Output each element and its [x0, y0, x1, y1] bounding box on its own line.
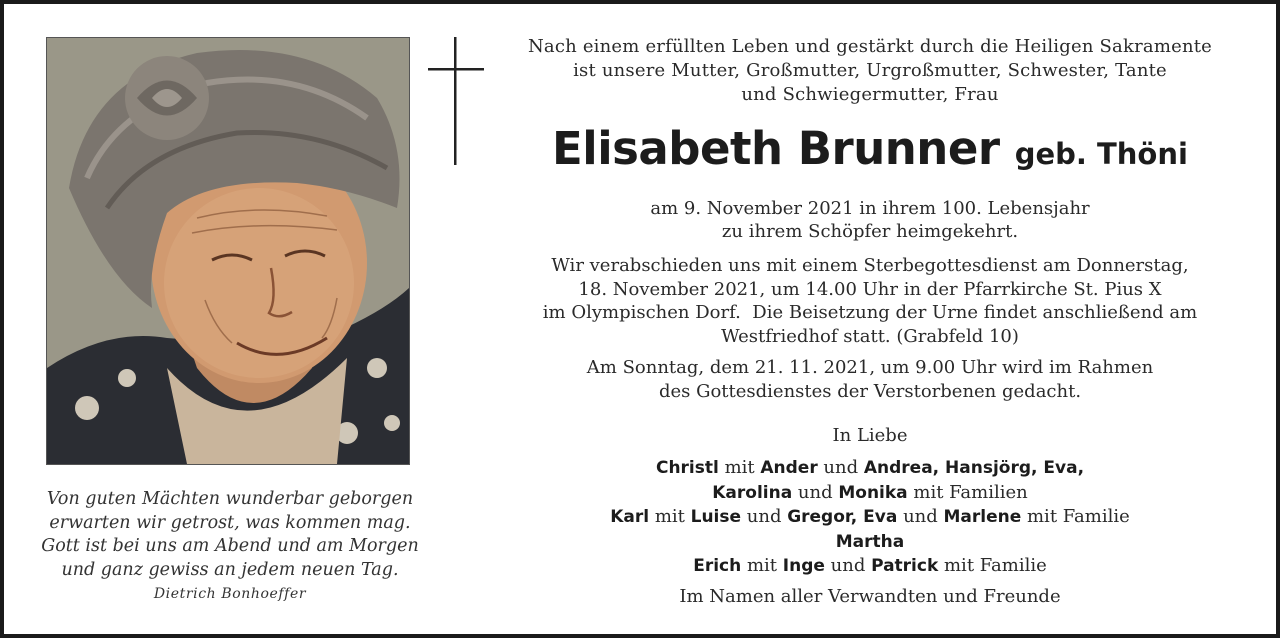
family-connector: und — [741, 506, 788, 527]
family-member-name: Christl — [655, 458, 719, 478]
bible-quote — [24, 488, 436, 606]
quote-line: Gott ist bei uns am Abend und am Morgen — [41, 536, 419, 556]
family-line — [500, 456, 1240, 481]
death-notice — [500, 197, 1240, 243]
family-connector: mit Familie — [938, 555, 1047, 576]
family-connector: mit — [649, 506, 691, 527]
intro-text — [500, 35, 1240, 107]
full-name: Elisabeth Brunner — [552, 122, 1000, 175]
memorial-line: des Gottesdienstes der Verstorbenen gedacht. — [658, 381, 1082, 402]
family-member-name: Andrea, Hansjörg, Eva, — [863, 458, 1085, 478]
family-member-name: Karolina — [712, 482, 793, 503]
family-connector: mit Familie — [1021, 506, 1130, 527]
family-member-name: Ander — [760, 458, 818, 478]
family-line — [500, 505, 1240, 530]
family-connector: mit Familien — [907, 481, 1028, 503]
family-connector: und — [792, 481, 839, 503]
death-line: zu ihrem Schöpfer heimgekehrt. — [721, 221, 1019, 242]
quote-line: Von guten Mächten wunderbar geborgen — [46, 489, 414, 509]
portrait-photo — [46, 37, 410, 465]
family-member-name: Patrick — [871, 556, 939, 576]
cross-icon — [428, 37, 484, 165]
memorial-mass-info — [500, 356, 1240, 404]
service-line: Wir verabschieden uns mit einem Sterbegottesdienst am Donnerstag, — [551, 255, 1189, 276]
family-member-name: Inge — [782, 556, 825, 576]
memorial-line: Am Sonntag, dem 21. 11. 2021, um 9.00 Uhr wird im Rahmen — [586, 357, 1154, 378]
family-connector: mit — [718, 457, 761, 478]
intro-line: und Schwiegermutter, Frau — [741, 84, 999, 105]
quote-author: Dietrich Bonhoeffer — [153, 586, 307, 602]
funeral-service-info — [500, 254, 1240, 348]
family-member-name: Gregor, Eva — [787, 507, 898, 527]
service-line: Westfriedhof statt. (Grabfeld 10) — [721, 325, 1019, 347]
service-line: 18. November 2021, um 14.00 Uhr in der Pfarrkirche St. Pius X — [578, 278, 1162, 300]
service-line: im Olympischen Dorf. Die Beisetzung der Urne findet anschließend am — [542, 302, 1198, 323]
in-love-label: In Liebe — [832, 425, 908, 446]
family-member-name: Martha — [835, 531, 905, 552]
family-list — [500, 456, 1240, 579]
intro-line: ist unsere Mutter, Großmutter, Urgroßmutter, Schwester, Tante — [573, 60, 1167, 81]
death-line: am 9. November 2021 in ihrem 100. Lebensjahr — [650, 198, 1090, 219]
family-connector: mit — [741, 555, 783, 576]
quote-line: erwarten wir getrost, was kommen mag. — [49, 512, 411, 533]
family-connector: und — [817, 457, 864, 478]
family-member-name: Karl — [610, 507, 650, 527]
family-member-name: Erich — [693, 556, 742, 576]
deceased-name — [500, 116, 1240, 187]
maiden-name: geb. Thöni — [1014, 137, 1188, 171]
family-connector: und — [824, 555, 872, 576]
family-member-name: Luise — [690, 507, 742, 527]
family-line — [500, 481, 1240, 506]
family-member-name: Monika — [838, 482, 908, 503]
quote-line: und ganz gewiss an jedem neuen Tag. — [61, 559, 399, 580]
family-connector: und — [897, 506, 944, 527]
family-member-name: Marlene — [943, 507, 1022, 527]
intro-line: Nach einem erfüllten Leben und gestärkt durch die Heiligen Sakramente — [527, 36, 1213, 57]
closing-line: Im Namen aller Verwandten und Freunde — [679, 586, 1061, 607]
family-line — [500, 530, 1240, 555]
family-line — [500, 554, 1240, 579]
